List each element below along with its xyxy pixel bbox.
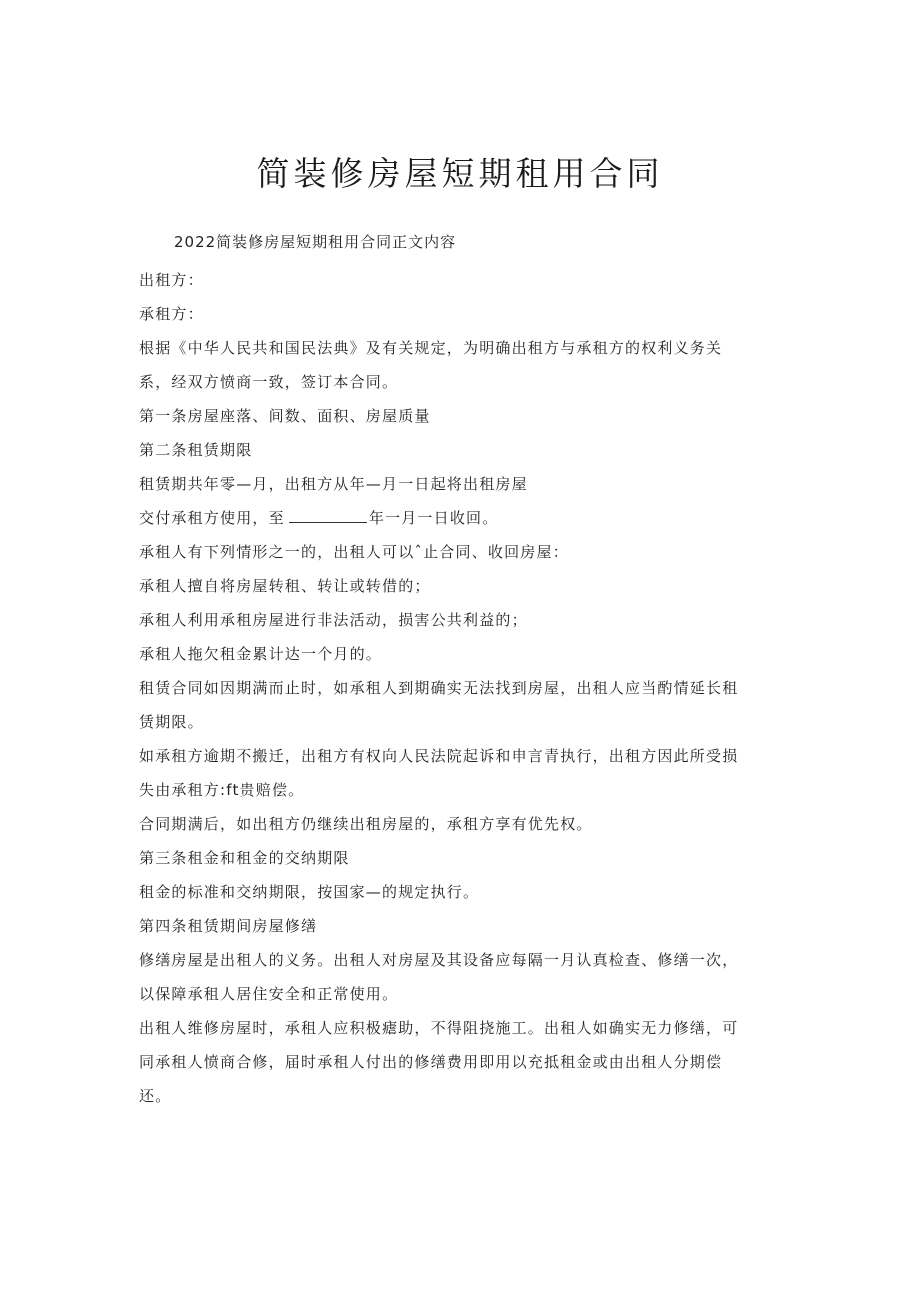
text-line: 承租方： [139,305,204,323]
text-line: 还。 [139,1087,172,1105]
text-line: 第三条租金和租金的交纳期限 [139,849,350,867]
text-line: 租赁期共年零—月，出租方从年—月一日起将出租房屋 [139,475,528,493]
text-line: 承租人拖欠租金累计达一个月的。 [139,645,383,663]
text-line-with-blank [139,501,779,535]
text-line: 出租方： [139,271,204,289]
text-line: 修缮房屋是出租人的义务。出租人对房屋及其设备应每隔一月认真检查、修缮一次， [139,951,739,969]
text-line: 根据《中华人民共和国民法典》及有关规定，为明确出租方与承租方的权利义务关 [139,339,723,357]
text-line: 如承租方逾期不搬迁，出租方有权向人民法院起诉和申言青执行，出租方因此所受损 [139,747,739,765]
text-line: 以保障承租人居住安全和正常使用。 [139,985,399,1003]
text-line: 第四条租赁期间房屋修缮 [139,917,318,935]
text-line: 出租人维修房屋时，承租人应积极瘧助，不得阻挠施工。出租人如确实无力修缮，可 [139,1019,739,1037]
document-subtitle: 2022简装修房屋短期租用合同正文内容 [174,233,457,251]
text-segment: 年一月一日收回。 [368,509,499,527]
document-title: 简装修房屋短期租用合同 [256,154,664,193]
text-line: 租赁合同如因期满而止时，如承租人到期确实无法找到房屋，出租人应当酌情延长租 [139,679,739,697]
document-body [139,263,779,1113]
fill-in-blank [289,506,367,523]
text-segment: 交付承租方使用，至 [139,509,285,527]
text-line: 第一条房屋座落、间数、面积、房屋质量 [139,407,431,425]
text-line: 承租人有下列情形之一的，出租人可以ˆ止合同、收回房屋： [139,543,569,561]
text-line: 合同期满后，如出租方仍继续出租房屋的，承租方享有优先权。 [139,815,593,833]
text-line: 租金的标准和交纳期限，按国家—的规定执行。 [139,883,480,901]
text-line: 失由承租方:ft贵赔偿。 [139,781,305,799]
text-line: 承租人利用承租房屋进行非法活动，损害公共利益的； [139,611,528,629]
text-line: 赁期限。 [139,713,204,731]
text-line: 系，经双方愤商一致，签订本合同。 [139,373,399,391]
text-line: 第二条租赁期限 [139,441,253,459]
text-line: 承租人擅自将房屋转租、转让或转借的； [139,577,431,595]
text-line: 同承租人愤商合修，届时承租人付出的修缮费用即用以充抵租金或由出租人分期偿 [139,1053,723,1071]
